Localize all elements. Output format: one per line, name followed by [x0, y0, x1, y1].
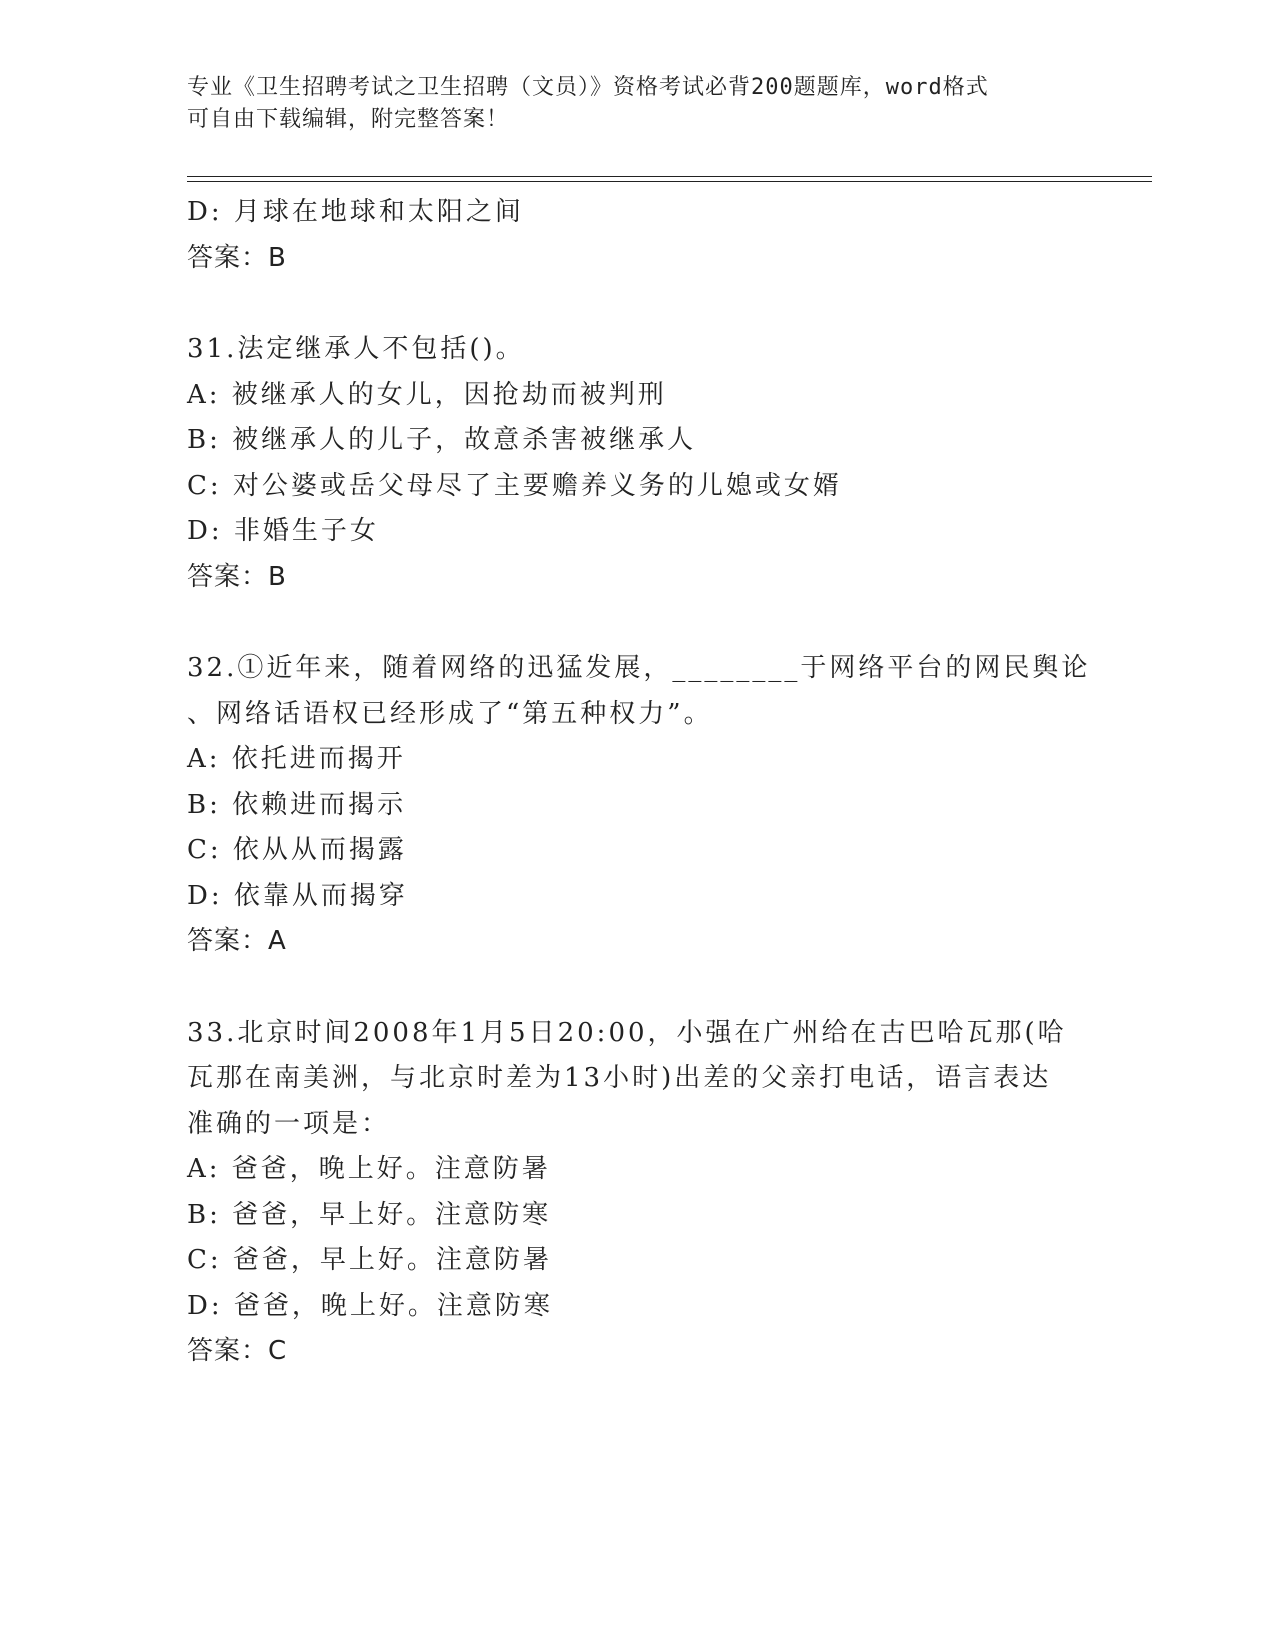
option-c: C: 依从从而揭露	[187, 835, 407, 865]
question-33	[187, 1011, 1087, 1375]
option-c: C: 对公婆或岳父母尽了主要赡养义务的儿媳或女婿	[187, 470, 842, 501]
option-b: B: 爸爸，早上好。注意防寒	[187, 1199, 552, 1230]
header-rule-bottom	[187, 181, 1152, 182]
question-text: 31.法定继承人不包括()。	[187, 334, 525, 364]
header-rule-top	[187, 176, 1152, 177]
question-text-line-3: 准确的一项是：	[187, 1108, 391, 1139]
question-31	[187, 327, 1087, 600]
option-b: B: 被继承人的儿子，故意杀害被继承人	[187, 425, 697, 455]
header-line-2: 可自由下载编辑，附完整答案！	[187, 107, 510, 132]
option-a: A: 被继承人的女儿，因抢劫而被判刑	[187, 379, 667, 410]
document-header	[187, 72, 1067, 136]
header-line-1: 专业《卫生招聘考试之卫生招聘（文员）》资格考试必背200题题库，word格式	[187, 75, 989, 100]
answer: 答案：C	[187, 1336, 288, 1366]
question-32	[187, 646, 1091, 965]
question-text-line-1: 32.①近年来，随着网络的迅猛发展，________于网络平台的网民舆论	[187, 653, 1091, 683]
question-text-line-2: 瓦那在南美洲，与北京时差为13小时)出差的父亲打电话，语言表达	[187, 1063, 1052, 1093]
answer: 答案：B	[187, 561, 287, 592]
question-list	[187, 190, 1091, 1375]
option-d: D: 月球在地球和太阳之间	[187, 197, 524, 227]
option-c: C: 爸爸，早上好。注意防暑	[187, 1245, 552, 1275]
option-d: D: 非婚生子女	[187, 516, 379, 546]
question-text-line-2: 、网络话语权已经形成了“第五种权力”。	[187, 698, 713, 729]
option-d: D: 依靠从而揭穿	[187, 880, 408, 911]
option-b: B: 依赖进而揭示	[187, 789, 407, 820]
answer: 答案：B	[187, 242, 287, 273]
option-a: A: 依托进而揭开	[187, 744, 406, 774]
answer: 答案：A	[187, 926, 287, 956]
option-d: D: 爸爸，晚上好。注意防寒	[187, 1290, 553, 1321]
previous-question-tail	[187, 190, 1087, 281]
option-a: A: 爸爸，晚上好。注意防暑	[187, 1154, 551, 1184]
question-text-line-1: 33.北京时间2008年1月5日20:00，小强在广州给在古巴哈瓦那(哈	[187, 1017, 1067, 1048]
